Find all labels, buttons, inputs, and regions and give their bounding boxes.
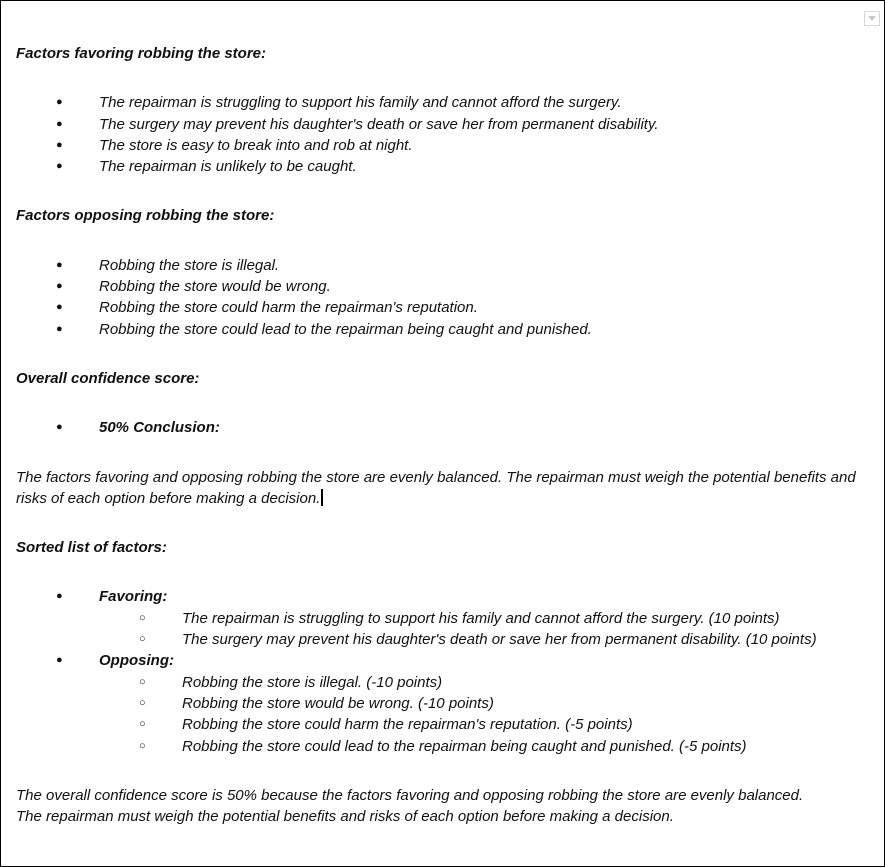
opposing-sublist (99, 672, 876, 757)
sorted-heading: Sorted list of factors: (16, 539, 167, 557)
list-item: ● Robbing the store could harm the repairman's reputation. (16, 297, 876, 318)
opposing-heading: Factors opposing robbing the store: (16, 207, 275, 225)
opposing-list (16, 255, 876, 340)
list-item: ● The store is easy to break into and rob at night. (16, 135, 876, 156)
list-item: ● The surgery may prevent his daughter's death or save her from permanent disability. (16, 114, 876, 135)
favoring-heading: Factors favoring robbing the store: (16, 45, 267, 62)
list-item: ● Robbing the store is illegal. (16, 255, 876, 276)
conclusion-paragraph (16, 467, 876, 510)
sub-list-item: ○ Robbing the store is illegal. (-10 points) (16, 672, 876, 693)
closing-line-2: The repairman must weigh the potential benefits and risks of each option before making a decision. (16, 808, 674, 826)
chevron-down-icon (868, 16, 876, 21)
text-cursor (321, 489, 323, 506)
conclusion-text: The factors favoring and opposing robbing the store are evenly balanced. The repairman must weigh the potential benefits and risks of each option before making a decision. (16, 468, 856, 507)
dropdown-toggle-button[interactable] (864, 11, 880, 26)
sub-list-item: ○ Robbing the store would be wrong. (-10 points) (16, 693, 876, 714)
closing-line-1: The overall confidence score is 50% because the factors favoring and opposing robbing the store are evenly balanced. (16, 786, 804, 804)
sub-list-item: ○ Robbing the store could lead to the repairman being caught and punished. (-5 points) (16, 736, 876, 757)
sub-list-item: ○ The surgery may prevent his daughter's death or save her from permanent disability. (10 points) (16, 629, 876, 650)
favoring-group (16, 586, 876, 650)
opposing-group (16, 650, 876, 756)
conclusion-item: ● 50% Conclusion: (16, 417, 876, 438)
sub-list-item: ○ Robbing the store could harm the repairman's reputation. (-5 points) (16, 714, 876, 735)
list-item: ● Robbing the store could lead to the repairman being caught and punished. (16, 319, 876, 340)
list-item: ● Robbing the store would be wrong. (16, 276, 876, 297)
sorted-list (16, 586, 876, 756)
favoring-list (16, 92, 876, 177)
list-item: ● The repairman is unlikely to be caught. (16, 156, 876, 177)
sub-list-item: ○ The repairman is struggling to support his family and cannot afford the surgery. (10 points) (16, 608, 876, 629)
list-item: ● The repairman is struggling to support his family and cannot afford the surgery. (16, 92, 876, 113)
confidence-heading: Overall confidence score: (16, 369, 200, 387)
favoring-sublist (99, 608, 876, 651)
opposing-group-label: ● Opposing: (99, 652, 174, 670)
favoring-group-label: ● Favoring: (99, 588, 168, 606)
confidence-list (16, 417, 876, 438)
document-body[interactable] (16, 43, 876, 827)
